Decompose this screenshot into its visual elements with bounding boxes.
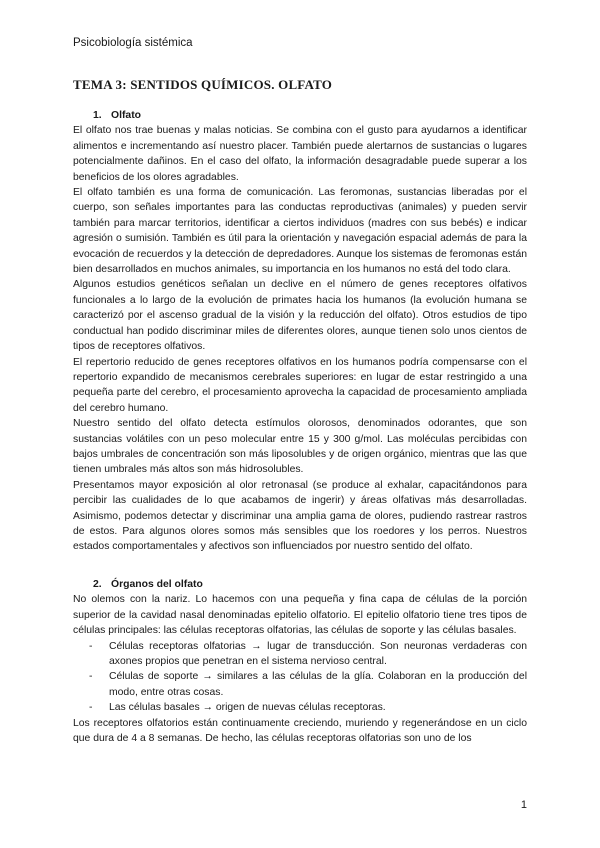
dash-bullet: -	[89, 671, 93, 683]
document-title: TEMA 3: SENTIDOS QUÍMICOS. OLFATO	[73, 77, 333, 92]
paragraph: No olemos con la nariz. Lo hacemos con una pequeña y fina capa de células de la porción superior de la cavidad nasal denominadas epitelio olfatorio. El epitelio olfatorio tiene tres tipos de células principales: las células receptoras olfatorias, las células de soporte y las células basales.	[73, 594, 527, 637]
list-item	[73, 700, 527, 715]
cell-type-list	[73, 639, 527, 716]
paragraph: Presentamos mayor exposición al olor retronasal (se produce al exhalar, capacitándonos para percibir las cualidades de lo que acabamos de ingerir) y áreas olfativas más desarrolladas. Asimismo, podemos detectar y discriminar una amplia gama de olores, pudiendo rastrear rastros de estos. Para algunos olores somos más sensibles que los roedores y los perros. Nuestros estados comportamentales y afectivos son influenciados por nuestro sentido del olfato.	[73, 479, 527, 553]
paragraph: Los receptores olfatorios están continuamente creciendo, muriendo y regenerándose en un ciclo que dura de 4 a 8 semanas. De hecho, las células receptoras olfatorias son uno de los	[73, 717, 527, 745]
list-item	[73, 669, 527, 700]
paragraph: El repertorio reducido de genes receptores olfativos en los humanos podría compensarse con el repertorio expandido de mecanismos cerebrales superiores: en lugar de estar restringido a una pequeña parte del cerebro, el procesamiento aprovecha la capacidad de procesamiento ampliada del cerebro humano.	[73, 356, 527, 414]
section-heading-text: Olfato	[111, 110, 142, 121]
section-heading-text: Órganos del olfato	[111, 579, 203, 590]
list-item-text: Células de soporte → similares a las células de la glía. Colaboran en la producción del modo, entre otras cosas.	[109, 671, 527, 698]
page-number: 1	[520, 799, 527, 811]
section-number: 1.	[93, 110, 102, 121]
dash-bullet: -	[89, 702, 93, 714]
section-heading	[93, 577, 527, 592]
paragraph: El olfato también es una forma de comunicación. Las feromonas, sustancias liberadas por el cuerpo, son señales importantes para las conductas reproductivas (animales) y pueden servir también para marcar territorios, identificar a ciertos individuos (madres con sus bebés) e indicar agresión o sumisión. También es útil para la orientación y navegación espacial además de para la evocación de recuerdos y la detección de depredadores. Aunque los sistemas de feromonas están bien desarrollados en muchos animales, su importancia en los humanos no está del todo clara.	[73, 187, 528, 276]
list-item-text: Células receptoras olfatorias → lugar de transducción. Son neuronas verdaderas con axones propios que penetran en el sistema nervioso central.	[109, 640, 527, 668]
paragraph: Nuestro sentido del olfato detecta estímulos olorosos, denominados odorantes, que son sustancias volátiles con un peso molecular entre 15 y 300 g/mol. Las moléculas percibidas con bajos umbrales de concentración son más liposolubles y de origen orgánico, mientras que las que tienen umbrales más altos son más hidrosolubles.	[73, 418, 527, 476]
section-organos	[73, 577, 527, 746]
section-heading	[93, 108, 527, 123]
list-item-text: Las células basales → origen de nuevas células receptoras.	[109, 702, 386, 714]
section-olfato	[73, 108, 527, 555]
paragraph: Algunos estudios genéticos señalan un declive en el número de genes receptores olfativos funcionales a lo largo de la evolución de primates hacia los humanos (la evolución humana se caracterizó por el ascenso gradual de la visión y la reducción del olfato). Otros estudios de tipo conductual han podido discriminar miles de diferentes olores, aunque tienen solo unos cientos de tipos de receptores olfativos.	[73, 279, 527, 353]
section-number: 2.	[93, 579, 102, 590]
dash-bullet: -	[89, 640, 93, 652]
paragraph: El olfato nos trae buenas y malas noticias. Se combina con el gusto para ayudarnos a identificar alimentos e incrementando así nuestro placer. También puede alertarnos de sustancias o lugares potencialmente dañinos. En el caso del olfato, la información desagradable puede superar a los beneficios de los olores agradables.	[73, 125, 527, 183]
page-header: Psicobiología sistémica	[73, 37, 193, 49]
list-item	[73, 639, 527, 670]
